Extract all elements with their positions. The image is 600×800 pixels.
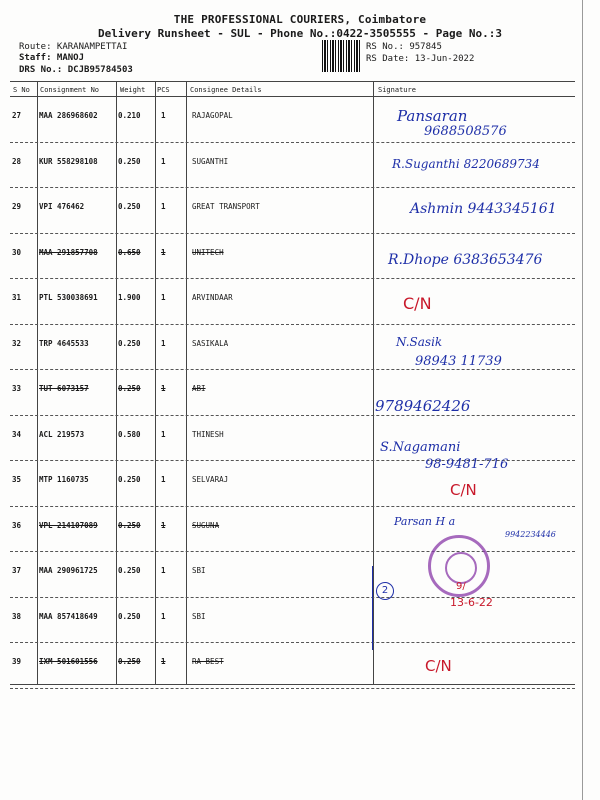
stamp-date: 13-6-22 <box>450 596 493 609</box>
row-sno: 27 <box>12 111 22 120</box>
phone-33: 9789462426 <box>375 397 471 415</box>
rs-date: RS Date: 13-Jun-2022 <box>366 54 475 64</box>
company-title: THE PROFESSIONAL COURIERS, Coimbatore <box>173 13 427 26</box>
row-pcs: 1 <box>161 156 166 166</box>
row-weight: 0.250 <box>118 338 141 348</box>
barcode <box>322 40 362 72</box>
col-header-consignment: Consignment No <box>40 86 100 94</box>
row-consignment-no: MAA 857418649 <box>39 611 98 621</box>
row-sno: 37 <box>12 566 22 575</box>
row-weight: 0.250 <box>118 611 141 621</box>
staff-label: Staff: MANOJ <box>19 53 85 63</box>
group-bracket <box>365 566 373 650</box>
row-sno: 28 <box>12 156 22 166</box>
row-sno: 29 <box>12 202 22 211</box>
cn-mark-35: C/N <box>450 481 477 499</box>
row-pcs: 1 <box>161 384 166 393</box>
row-consignee: SBI <box>192 566 206 575</box>
row-weight: 0.250 <box>118 156 141 166</box>
rs-number: RS No.: 957845 <box>366 42 442 52</box>
drs-number: DRS No.: DCJB95784503 <box>19 65 133 75</box>
row-consignment-no: KUR 558298108 <box>39 156 98 166</box>
table-row <box>10 370 575 416</box>
row-consignment-no: VPI 476462 <box>39 202 85 211</box>
row-weight: 0.250 <box>118 566 141 575</box>
row-consignee: THINESH <box>192 429 224 439</box>
row-weight: 0.210 <box>118 111 141 120</box>
row-consignee: RAJAGOPAL <box>192 111 233 120</box>
row-pcs: 1 <box>161 520 166 530</box>
phone-34: 98-9481-716 <box>425 457 509 472</box>
row-weight: 0.580 <box>118 429 141 439</box>
row-consignee: SELVARAJ <box>192 475 229 484</box>
signature-27: Pansaran <box>397 107 468 125</box>
row-sno: 39 <box>12 657 22 666</box>
row-consignee: SASIKALA <box>192 338 229 348</box>
row-pcs: 1 <box>161 293 166 302</box>
signature-34: S.Nagamani <box>380 440 461 455</box>
row-sno: 30 <box>12 247 22 257</box>
col-header-weight: Weight <box>120 86 146 94</box>
group-count: 2 <box>376 582 394 600</box>
signature-30: R.Dhope 6383653476 <box>388 252 543 268</box>
runsheet-title: Delivery Runsheet - SUL - Phone No.:0422-3505555 - Page No.:3 <box>98 27 502 40</box>
row-pcs: 1 <box>161 338 166 348</box>
row-pcs: 1 <box>161 429 166 439</box>
table-row <box>10 643 575 689</box>
row-pcs: 1 <box>161 111 166 120</box>
row-sno: 32 <box>12 338 22 348</box>
row-consignee: ABI <box>192 384 206 393</box>
table-row <box>10 507 575 553</box>
row-consignment-no: MAA 286968602 <box>39 111 98 120</box>
cn-mark-31: C/N <box>403 294 432 313</box>
row-consignment-no: MAA 290961725 <box>39 566 98 575</box>
signature-29: Ashmin 9443345161 <box>410 201 557 217</box>
table-row <box>10 279 575 325</box>
col-header-consignee: Consignee Details <box>190 86 262 94</box>
row-weight: 0.650 <box>118 247 141 257</box>
row-consignment-no: PTL 530038691 <box>39 293 98 302</box>
row-consignment-no: MTP 1160735 <box>39 475 89 484</box>
signature-36: Parsan H a <box>394 515 456 528</box>
row-consignee: RA BEST <box>192 657 224 666</box>
row-consignment-no: MAA 291857708 <box>39 247 98 257</box>
row-pcs: 1 <box>161 475 166 484</box>
row-weight: 1.900 <box>118 293 141 302</box>
row-weight: 0.250 <box>118 520 141 530</box>
route-label: Route: KARANAMPETTAI <box>19 42 128 52</box>
col-header-signature: Signature <box>378 86 416 94</box>
signature-32: N.Sasik <box>396 335 443 349</box>
row-pcs: 1 <box>161 611 166 621</box>
row-consignment-no: TUT 6073157 <box>39 384 89 393</box>
row-consignee: SBI <box>192 611 206 621</box>
row-pcs: 1 <box>161 657 166 666</box>
row-sno: 35 <box>12 475 22 484</box>
row-consignee: GREAT TRANSPORT <box>192 202 260 211</box>
row-consignee: SUGANTHI <box>192 156 229 166</box>
row-pcs: 1 <box>161 247 166 257</box>
col-header-sno: S No <box>13 86 30 94</box>
row-sno: 36 <box>12 520 22 530</box>
row-sno: 38 <box>12 611 22 621</box>
row-weight: 0.250 <box>118 657 141 666</box>
page-margin-line <box>582 0 583 800</box>
row-consignee: UNITECH <box>192 247 224 257</box>
cn-mark-39: C/N <box>425 657 452 675</box>
row-divider <box>10 688 575 689</box>
row-consignment-no: TRP 4645533 <box>39 338 89 348</box>
table-row <box>10 416 575 462</box>
row-consignment-no: IXM 501601556 <box>39 657 98 666</box>
row-sno: 33 <box>12 384 22 393</box>
row-weight: 0.250 <box>118 202 141 211</box>
row-weight: 0.250 <box>118 475 141 484</box>
row-consignment-no: VPL 214107089 <box>39 520 98 530</box>
stamp-note: 9/ <box>456 581 466 592</box>
signature-28: R.Suganthi 8220689734 <box>392 157 540 171</box>
row-sno: 34 <box>12 429 22 439</box>
row-sno: 31 <box>12 293 22 302</box>
col-header-pcs: PCS <box>157 86 170 94</box>
phone-36: 9942234446 <box>505 530 556 539</box>
table-row <box>10 552 575 598</box>
row-consignee: ARVINDAAR <box>192 293 233 302</box>
row-consignee: SUGUNA <box>192 520 220 530</box>
row-pcs: 1 <box>161 202 166 211</box>
row-consignment-no: ACL 219573 <box>39 429 85 439</box>
phone-27: 9688508576 <box>424 124 507 139</box>
row-weight: 0.250 <box>118 384 141 393</box>
table-top-rule <box>10 81 575 82</box>
phone-32: 98943 11739 <box>415 354 502 369</box>
row-pcs: 1 <box>161 566 166 575</box>
